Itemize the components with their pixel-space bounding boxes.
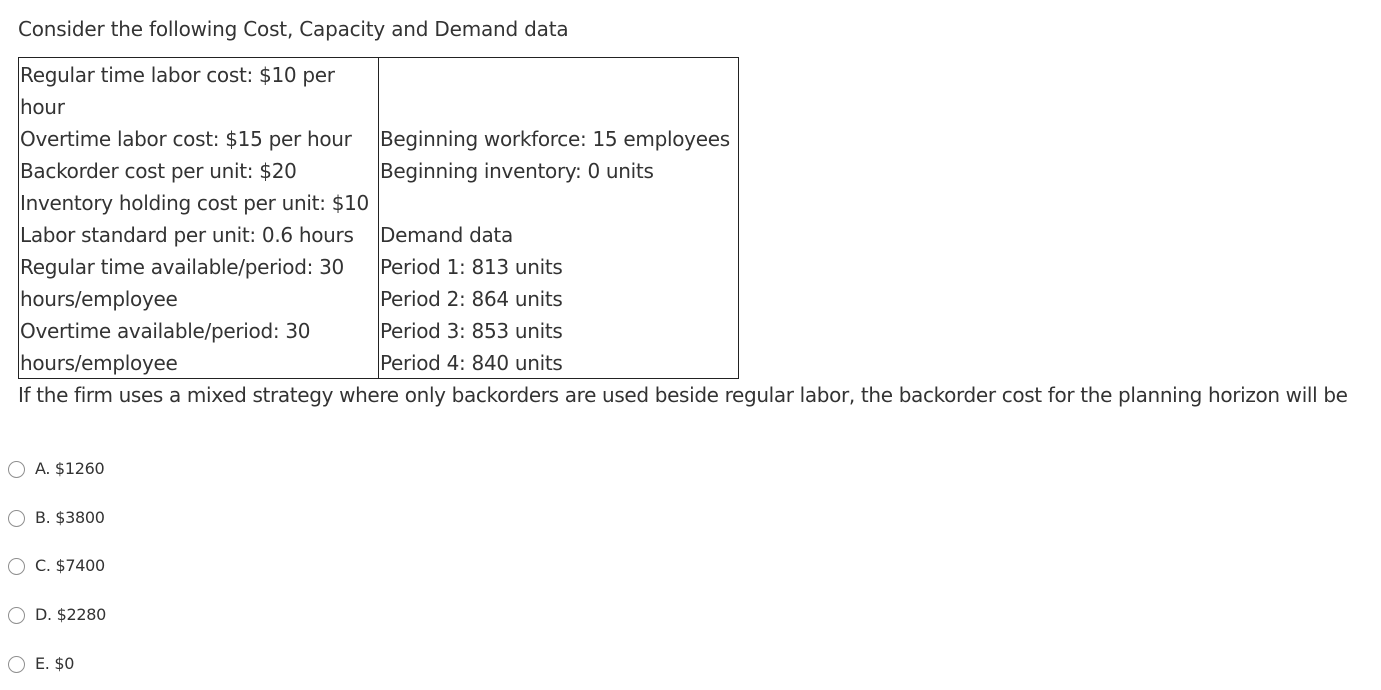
radio-button[interactable] — [8, 656, 25, 673]
table-line: Overtime available/period: 30 — [20, 319, 311, 343]
answer-option-e[interactable] — [8, 653, 74, 675]
table-line: Period 3: 853 units — [380, 319, 563, 343]
data-table — [18, 57, 739, 379]
table-line: Period 2: 864 units — [380, 287, 563, 311]
option-label: E. $0 — [35, 654, 75, 673]
answer-option-a[interactable] — [8, 458, 104, 480]
workforce-demand-column — [379, 58, 738, 378]
radio-button[interactable] — [8, 558, 25, 575]
question-intro: Consider the following Cost, Capacity and Demand data — [18, 17, 569, 41]
table-line: Period 1: 813 units — [380, 255, 563, 279]
option-label: C. $7400 — [35, 556, 105, 575]
radio-button[interactable] — [8, 607, 25, 624]
table-line: Regular time available/period: 30 — [20, 255, 344, 279]
table-line: Beginning inventory: 0 units — [380, 159, 654, 183]
answer-option-b[interactable] — [8, 507, 105, 529]
table-line: hours/employee — [20, 351, 178, 375]
option-label: D. $2280 — [35, 605, 106, 624]
cost-capacity-column — [19, 58, 379, 378]
table-line: Beginning workforce: 15 employees — [380, 127, 730, 151]
radio-button[interactable] — [8, 510, 25, 527]
table-line: Regular time labor cost: $10 per — [20, 63, 335, 87]
table-line: Period 4: 840 units — [380, 351, 563, 375]
option-label: A. $1260 — [35, 459, 105, 478]
table-line: Overtime labor cost: $15 per hour — [20, 127, 352, 151]
option-label: B. $3800 — [35, 508, 105, 527]
table-line: hour — [20, 95, 65, 119]
answer-option-d[interactable] — [8, 604, 106, 626]
table-line: Backorder cost per unit: $20 — [20, 159, 297, 183]
table-line: Demand data — [380, 223, 513, 247]
answer-option-c[interactable] — [8, 555, 105, 577]
question-text: If the firm uses a mixed strategy where only backorders are used beside regular labor, the backorder cost for the planning horizon will be — [18, 383, 1348, 407]
table-line: Inventory holding cost per unit: $10 — [20, 191, 369, 215]
table-line: hours/employee — [20, 287, 178, 311]
table-line: Labor standard per unit: 0.6 hours — [20, 223, 354, 247]
radio-button[interactable] — [8, 461, 25, 478]
